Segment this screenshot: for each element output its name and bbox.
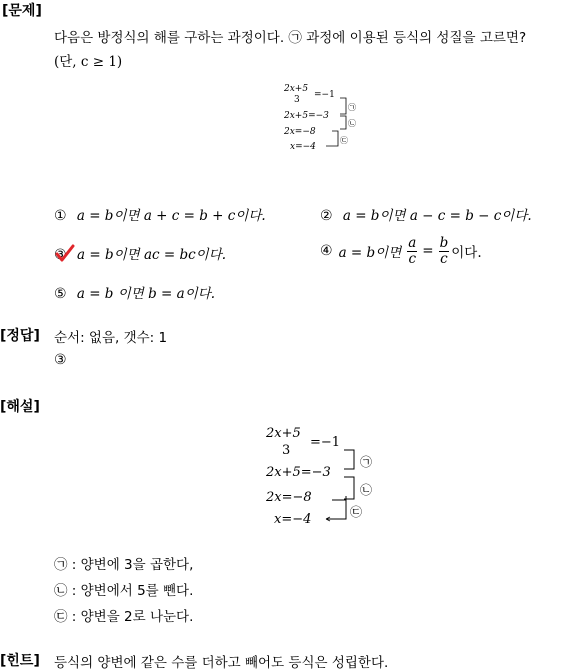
small-bracket-lines	[280, 84, 370, 154]
answer-meta: 순서: 없음, 갯수: 1	[54, 330, 168, 346]
small-mark-1: ㉠	[348, 103, 356, 112]
large-line4: x=−4	[274, 512, 312, 527]
choice-3-mark: ③	[54, 247, 71, 263]
choice-4-fraction-1: $\frac{a}{c}$	[408, 235, 417, 267]
choice-5-mark: ⑤	[54, 286, 67, 302]
small-line2: 2x+5=−3	[284, 111, 329, 121]
solution-step-3: ㉢ : 양변을 2로 나눈다.	[54, 609, 194, 625]
choice-4-fraction-2: $\frac{b}{c}$	[439, 235, 449, 267]
choice-4[interactable]	[320, 234, 482, 268]
choice-1-text: a = b이면 a + c = b + c이다.	[76, 208, 266, 224]
large-line2: 2x+5=−3	[266, 465, 331, 480]
choice-1[interactable]	[54, 204, 266, 224]
choice-2[interactable]	[320, 204, 532, 224]
choice-4-equals: =	[422, 243, 434, 259]
answer-label: [정답]	[0, 328, 40, 344]
large-bracket-lines	[260, 424, 390, 530]
large-line3: 2x=−8	[266, 490, 312, 505]
choice-5[interactable]	[54, 282, 215, 302]
choice-3[interactable]	[54, 243, 226, 263]
small-mark-2: ㉡	[348, 119, 356, 128]
choice-3-text: a = b이면 ac = bc이다.	[77, 247, 227, 263]
choice-2-text: a = b이면 a − c = b − c이다.	[342, 208, 532, 224]
choice-4-mark: ④	[320, 243, 333, 259]
large-equation-diagram	[260, 424, 390, 530]
large-line1-numerator: 2x+5	[266, 426, 301, 441]
choice-2-mark: ②	[320, 208, 333, 224]
choice-4-pre: a = b이면	[338, 245, 402, 261]
question-text: 다음은 방정식의 해를 구하는 과정이다. ㉠ 과정에 이용된 등식의 성질을 고르면?	[54, 30, 527, 46]
answer-value: ③	[54, 352, 67, 368]
small-line3: 2x=−8	[284, 127, 316, 137]
check-mark-icon	[55, 244, 75, 264]
condition-text: (단, c ≥ 1)	[54, 54, 123, 70]
choice-1-mark: ①	[54, 208, 67, 224]
solution-label: [해설]	[0, 399, 40, 415]
small-line1-numerator: 2x+5	[284, 84, 309, 94]
choice-5-text: a = b 이면 b = a이다.	[76, 286, 216, 302]
large-mark-3: ㉢	[350, 505, 363, 519]
choice-4-post: 이다.	[451, 245, 482, 261]
large-mark-2: ㉡	[360, 483, 373, 497]
small-mark-3: ㉢	[340, 136, 348, 145]
large-line1-denominator: 3	[282, 443, 291, 458]
small-line1-denominator: 3	[294, 95, 300, 105]
small-equation-diagram	[280, 84, 370, 154]
solution-step-2: ㉡ : 양변에서 5를 뺀다.	[54, 583, 194, 599]
hint-text: 등식의 양변에 같은 수를 더하고 빼어도 등식은 성립한다.	[54, 655, 389, 671]
small-line4: x=−4	[290, 142, 316, 152]
large-line1-rhs: =−1	[310, 435, 341, 450]
small-line1-rhs: =−1	[314, 90, 335, 100]
large-mark-1: ㉠	[360, 455, 373, 469]
hint-label: [힌트]	[0, 653, 40, 669]
solution-step-1: ㉠ : 양변에 3을 곱한다,	[54, 557, 194, 573]
problem-label: [문제]	[2, 3, 42, 19]
